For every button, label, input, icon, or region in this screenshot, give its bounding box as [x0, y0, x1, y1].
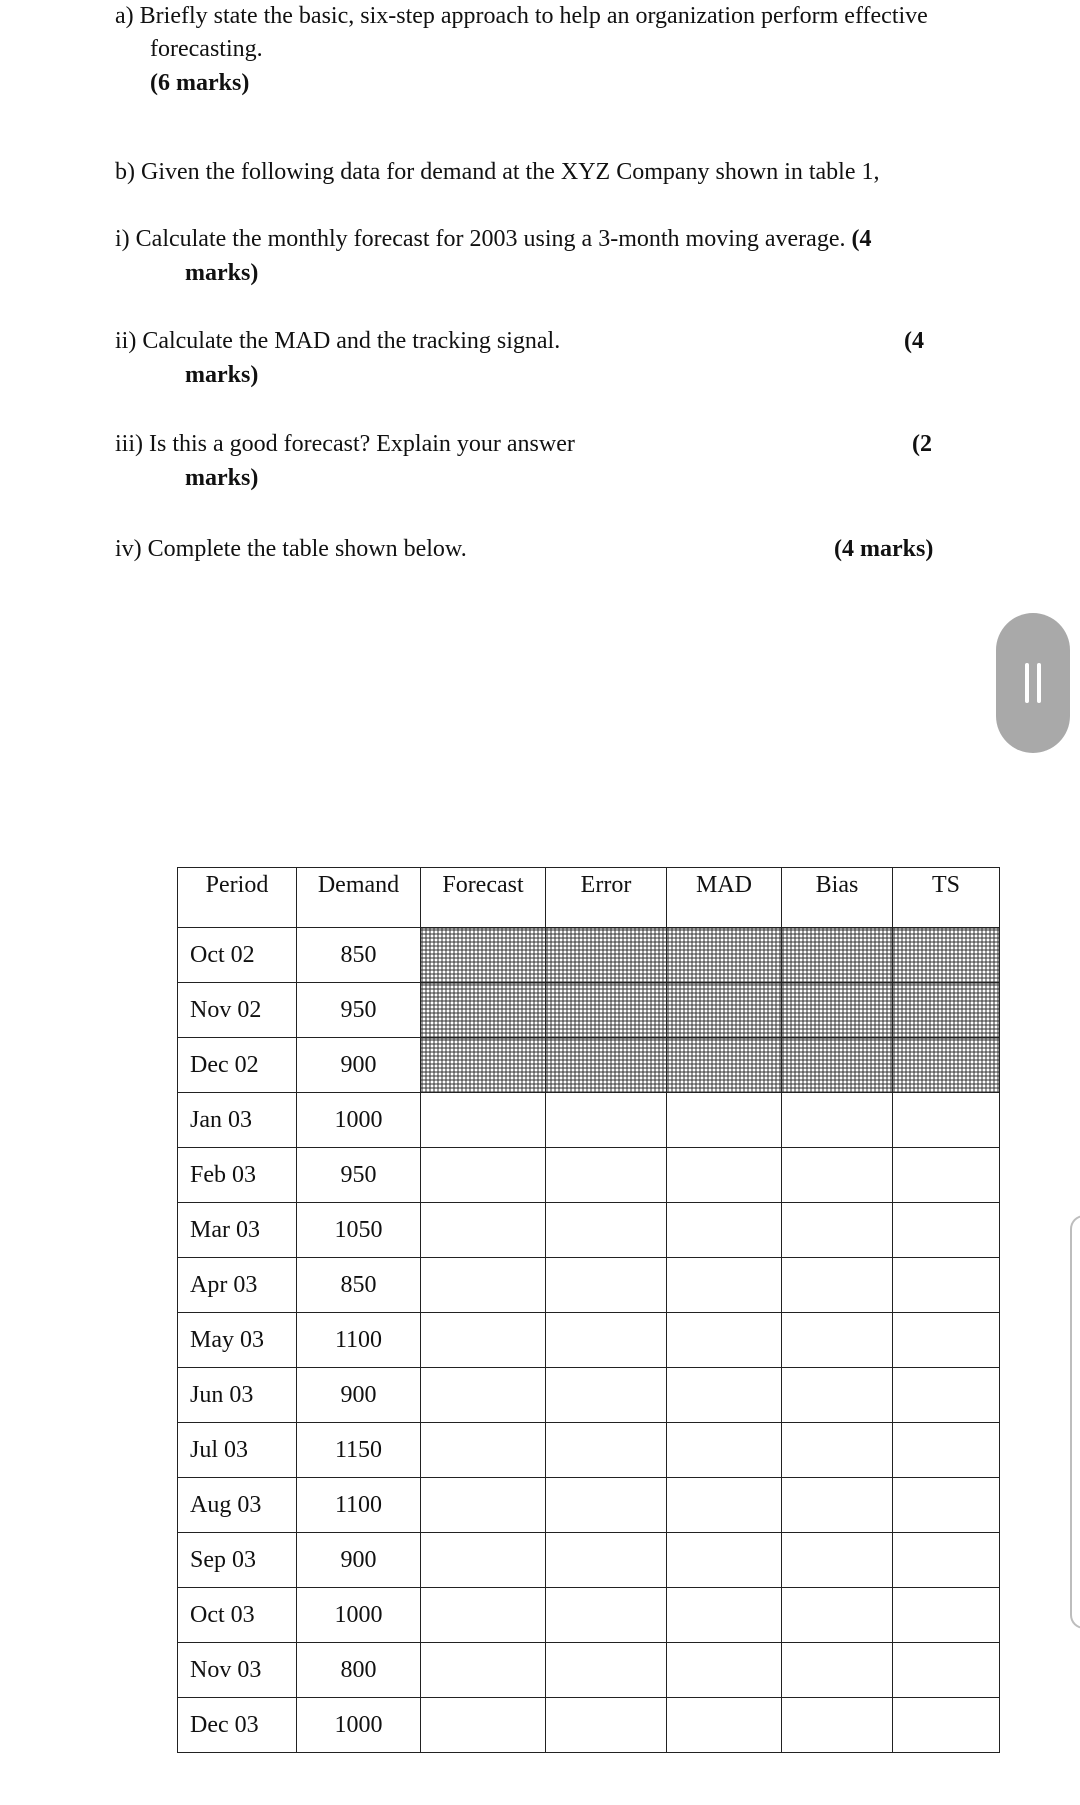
demand-cell: 1000 [297, 1698, 421, 1753]
shaded-cell [893, 928, 1000, 983]
forecast-cell[interactable] [421, 1423, 546, 1478]
demand-cell: 800 [297, 1643, 421, 1698]
table-header-row [178, 868, 1000, 928]
mad-cell[interactable] [667, 1478, 782, 1533]
mad-cell[interactable] [667, 1368, 782, 1423]
table-row [178, 1093, 1000, 1148]
bias-cell[interactable] [782, 1203, 893, 1258]
table-row [178, 1038, 1000, 1093]
bias-cell[interactable] [782, 1643, 893, 1698]
table-row [178, 1313, 1000, 1368]
mad-cell[interactable] [667, 1423, 782, 1478]
period-cell: Nov 03 [178, 1643, 297, 1698]
error-cell[interactable] [546, 1093, 667, 1148]
scroll-handle[interactable] [996, 613, 1070, 753]
header-bias: Bias [782, 868, 893, 928]
ts-cell[interactable] [893, 1423, 1000, 1478]
period-cell: Dec 02 [178, 1038, 297, 1093]
forecast-cell[interactable] [421, 1478, 546, 1533]
header-forecast: Forecast [421, 868, 546, 928]
table-row [178, 1698, 1000, 1753]
ts-cell[interactable] [893, 1203, 1000, 1258]
period-cell: Feb 03 [178, 1148, 297, 1203]
forecast-cell[interactable] [421, 1643, 546, 1698]
question-b-iv-text: iv) Complete the table shown below. [115, 536, 467, 562]
question-b-intro: b) Given the following data for demand at the XYZ Company shown in table 1, [115, 159, 880, 185]
shaded-cell [782, 1038, 893, 1093]
ts-cell[interactable] [893, 1698, 1000, 1753]
error-cell[interactable] [546, 1478, 667, 1533]
demand-cell: 900 [297, 1533, 421, 1588]
question-b-i-text: i) Calculate the monthly forecast for 2003 using a 3-month moving average. [115, 226, 846, 252]
error-cell[interactable] [546, 1313, 667, 1368]
error-cell[interactable] [546, 1148, 667, 1203]
question-b-i [115, 224, 871, 254]
table-row [178, 1533, 1000, 1588]
demand-cell: 1100 [297, 1313, 421, 1368]
ts-cell[interactable] [893, 1643, 1000, 1698]
question-b-iii-marks-close: marks) [185, 465, 259, 491]
forecast-cell[interactable] [421, 1698, 546, 1753]
forecast-cell[interactable] [421, 1093, 546, 1148]
ts-cell[interactable] [893, 1478, 1000, 1533]
demand-cell: 1000 [297, 1093, 421, 1148]
forecast-cell[interactable] [421, 1148, 546, 1203]
error-cell[interactable] [546, 1203, 667, 1258]
period-cell: Dec 03 [178, 1698, 297, 1753]
period-cell: Jul 03 [178, 1423, 297, 1478]
forecast-cell[interactable] [421, 1203, 546, 1258]
shaded-cell [421, 983, 546, 1038]
error-cell[interactable] [546, 1258, 667, 1313]
demand-cell: 850 [297, 1258, 421, 1313]
forecast-cell[interactable] [421, 1368, 546, 1423]
bias-cell[interactable] [782, 1258, 893, 1313]
shaded-cell [893, 1038, 1000, 1093]
grip-line-right-icon [1037, 663, 1041, 703]
demand-cell: 850 [297, 928, 421, 983]
table-row [178, 1423, 1000, 1478]
grip-line-left-icon [1025, 663, 1029, 703]
demand-cell: 900 [297, 1038, 421, 1093]
period-cell: Jan 03 [178, 1093, 297, 1148]
mad-cell[interactable] [667, 1313, 782, 1368]
ts-cell[interactable] [893, 1148, 1000, 1203]
shaded-cell [782, 983, 893, 1038]
bias-cell[interactable] [782, 1423, 893, 1478]
shaded-cell [546, 928, 667, 983]
bias-cell[interactable] [782, 1698, 893, 1753]
question-b-iv-marks: (4 marks) [834, 536, 934, 562]
table-row [178, 1148, 1000, 1203]
question-b-i-marks-open: (4 [851, 226, 872, 252]
forecast-cell[interactable] [421, 1313, 546, 1368]
period-cell: Apr 03 [178, 1258, 297, 1313]
table-row [178, 983, 1000, 1038]
ts-cell[interactable] [893, 1093, 1000, 1148]
question-b-ii-marks-close: marks) [185, 362, 259, 388]
demand-cell: 1100 [297, 1478, 421, 1533]
mad-cell[interactable] [667, 1148, 782, 1203]
bias-cell[interactable] [782, 1148, 893, 1203]
mad-cell[interactable] [667, 1258, 782, 1313]
demand-cell: 1150 [297, 1423, 421, 1478]
mad-cell[interactable] [667, 1533, 782, 1588]
period-cell: Oct 02 [178, 928, 297, 983]
ts-cell[interactable] [893, 1368, 1000, 1423]
bias-cell[interactable] [782, 1533, 893, 1588]
demand-cell: 900 [297, 1368, 421, 1423]
mad-cell[interactable] [667, 1698, 782, 1753]
period-cell: May 03 [178, 1313, 297, 1368]
forecast-table [177, 867, 1000, 1753]
header-demand: Demand [297, 868, 421, 928]
header-error: Error [546, 868, 667, 928]
table-row [178, 1478, 1000, 1533]
mad-cell[interactable] [667, 1588, 782, 1643]
table-row [178, 1588, 1000, 1643]
shaded-cell [667, 1038, 782, 1093]
shaded-cell [667, 928, 782, 983]
question-b-ii-text: ii) Calculate the MAD and the tracking signal. [115, 328, 561, 354]
question-b-ii-marks-open: (4 [904, 328, 924, 354]
shaded-cell [782, 928, 893, 983]
ts-cell[interactable] [893, 1313, 1000, 1368]
table-row [178, 1368, 1000, 1423]
period-cell: Mar 03 [178, 1203, 297, 1258]
error-cell[interactable] [546, 1368, 667, 1423]
table-row [178, 1643, 1000, 1698]
error-cell[interactable] [546, 1698, 667, 1753]
shaded-cell [893, 983, 1000, 1038]
question-a-line2: forecasting. [150, 36, 263, 62]
mad-cell[interactable] [667, 1643, 782, 1698]
demand-cell: 950 [297, 1148, 421, 1203]
shaded-cell [546, 1038, 667, 1093]
shaded-cell [421, 1038, 546, 1093]
forecast-cell[interactable] [421, 1258, 546, 1313]
period-cell: Sep 03 [178, 1533, 297, 1588]
demand-cell: 1050 [297, 1203, 421, 1258]
forecast-cell[interactable] [421, 1533, 546, 1588]
bias-cell[interactable] [782, 1313, 893, 1368]
bias-cell[interactable] [782, 1368, 893, 1423]
table-row [178, 1258, 1000, 1313]
question-b-iii-text: iii) Is this a good forecast? Explain your answer [115, 431, 575, 457]
error-cell[interactable] [546, 1643, 667, 1698]
error-cell[interactable] [546, 1423, 667, 1478]
question-a-marks: (6 marks) [150, 70, 250, 96]
ts-cell[interactable] [893, 1588, 1000, 1643]
shaded-cell [546, 983, 667, 1038]
header-mad: MAD [667, 868, 782, 928]
bias-cell[interactable] [782, 1093, 893, 1148]
question-a-line1: a) Briefly state the basic, six-step approach to help an organization perform effective [115, 3, 928, 29]
shaded-cell [421, 928, 546, 983]
error-cell[interactable] [546, 1533, 667, 1588]
demand-cell: 950 [297, 983, 421, 1038]
period-cell: Oct 03 [178, 1588, 297, 1643]
header-ts: TS [893, 868, 1000, 928]
shaded-cell [667, 983, 782, 1038]
period-cell: Nov 02 [178, 983, 297, 1038]
header-period: Period [178, 868, 297, 928]
ts-cell[interactable] [893, 1533, 1000, 1588]
period-cell: Aug 03 [178, 1478, 297, 1533]
table-row [178, 928, 1000, 983]
table-row [178, 1203, 1000, 1258]
demand-cell: 1000 [297, 1588, 421, 1643]
ts-cell[interactable] [893, 1258, 1000, 1313]
forecast-cell[interactable] [421, 1588, 546, 1643]
question-b-iii-marks-open: (2 [912, 431, 932, 457]
period-cell: Jun 03 [178, 1368, 297, 1423]
error-cell[interactable] [546, 1588, 667, 1643]
bias-cell[interactable] [782, 1478, 893, 1533]
side-panel-edge[interactable] [1070, 1215, 1080, 1629]
question-b-i-marks-close: marks) [185, 260, 259, 286]
mad-cell[interactable] [667, 1203, 782, 1258]
bias-cell[interactable] [782, 1588, 893, 1643]
mad-cell[interactable] [667, 1093, 782, 1148]
